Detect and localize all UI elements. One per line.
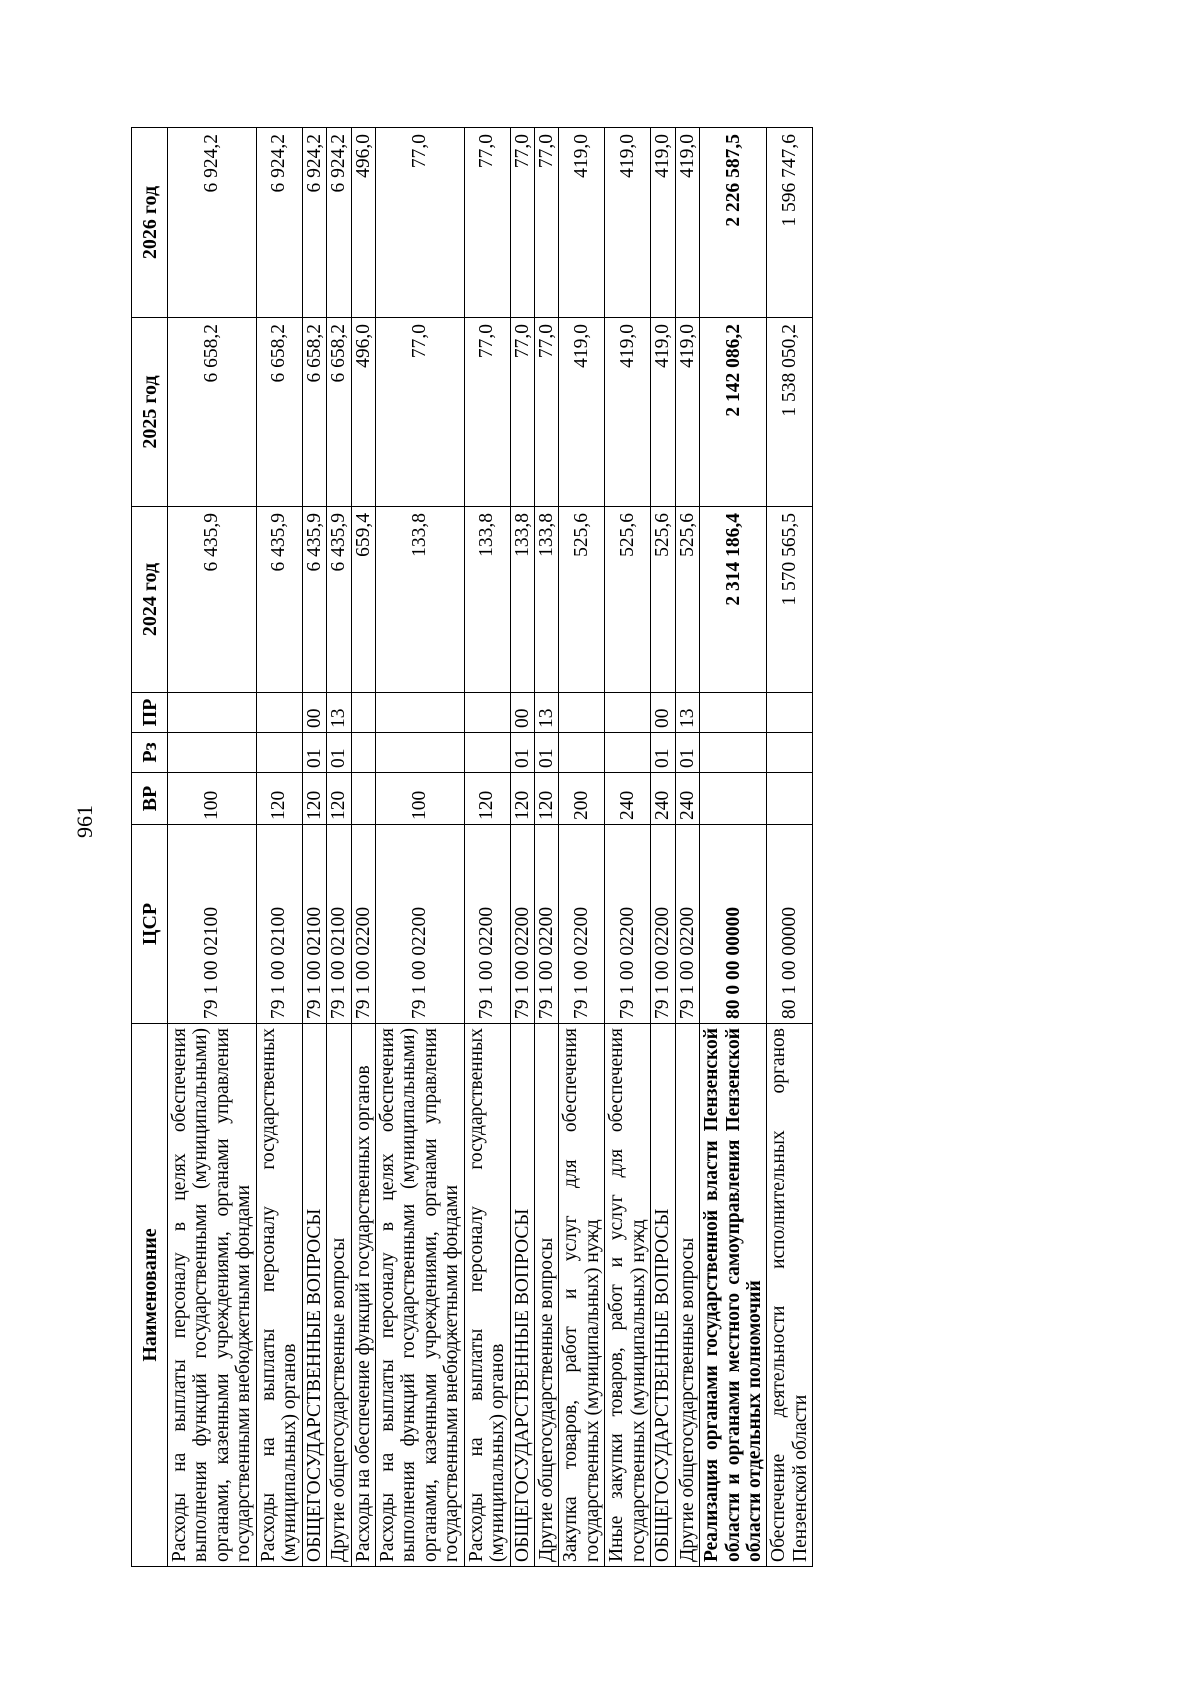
cell-vr: [700, 773, 767, 825]
table-body: [168, 128, 813, 1567]
cell-2024: 2 314 186,4: [700, 507, 767, 693]
cell-name: ОБЩЕГОСУДАРСТВЕННЫЕ ВОПРОСЫ: [510, 1024, 534, 1567]
cell-2026: 419,0: [559, 128, 605, 318]
cell-2024: 525,6: [651, 507, 675, 693]
table-row: [351, 128, 375, 1567]
cell-pr: 00: [302, 693, 326, 733]
cell-pr: 00: [651, 693, 675, 733]
table-row: [535, 128, 559, 1567]
cell-pr: 13: [327, 693, 351, 733]
cell-csr: 79 1 00 02200: [605, 825, 651, 1024]
table-row: [168, 128, 257, 1567]
table-row: [327, 128, 351, 1567]
header-2025: 2025 год: [132, 318, 168, 507]
rotated-table-container: [131, 128, 1071, 1567]
cell-rz: [767, 733, 813, 773]
cell-rz: [351, 733, 375, 773]
cell-pr: 00: [510, 693, 534, 733]
table-row: [767, 128, 813, 1567]
cell-name: Другие общегосударственные вопросы: [535, 1024, 559, 1567]
cell-2024: 6 435,9: [302, 507, 326, 693]
table-row: [464, 128, 510, 1567]
cell-2025: 1 538 050,2: [767, 318, 813, 507]
cell-rz: 01: [302, 733, 326, 773]
cell-2026: 6 924,2: [256, 128, 302, 318]
cell-2025: 419,0: [559, 318, 605, 507]
cell-name: Иные закупки товаров, работ и услуг для обеспечения государственных (муниципальных) нужд: [605, 1024, 651, 1567]
cell-name: Закупка товаров, работ и услуг для обеспечения государственных (муниципальных) нужд: [559, 1024, 605, 1567]
table-row: [700, 128, 767, 1567]
cell-rz: 01: [535, 733, 559, 773]
cell-2026: 77,0: [464, 128, 510, 318]
cell-vr: 120: [510, 773, 534, 825]
cell-pr: [464, 693, 510, 733]
cell-csr: 80 0 00 00000: [700, 825, 767, 1024]
cell-name: Расходы на выплаты персоналу в целях обеспечения выполнения функций государственными (муниципальными) органами, казенными учреждениями, органами управления государственными внебюджетными фондами: [168, 1024, 257, 1567]
cell-pr: 13: [535, 693, 559, 733]
cell-name: Расходы на обеспечение функций государственных органов: [351, 1024, 375, 1567]
cell-2025: 6 658,2: [327, 318, 351, 507]
header-csr: ЦСР: [132, 825, 168, 1024]
table-row: [375, 128, 464, 1567]
header-name: Наименование: [132, 1024, 168, 1567]
cell-2026: 6 924,2: [168, 128, 257, 318]
cell-vr: 200: [559, 773, 605, 825]
cell-vr: 120: [256, 773, 302, 825]
cell-2025: 419,0: [675, 318, 699, 507]
cell-rz: 01: [675, 733, 699, 773]
cell-2025: 77,0: [464, 318, 510, 507]
cell-csr: 79 1 00 02100: [256, 825, 302, 1024]
header-pr: ПР: [132, 693, 168, 733]
cell-2026: 419,0: [675, 128, 699, 318]
cell-name: Расходы на выплаты персоналу государственных (муниципальных) органов: [464, 1024, 510, 1567]
cell-2025: 77,0: [375, 318, 464, 507]
cell-csr: 79 1 00 02200: [464, 825, 510, 1024]
cell-2024: 6 435,9: [168, 507, 257, 693]
cell-2024: 133,8: [510, 507, 534, 693]
cell-rz: [168, 733, 257, 773]
cell-2025: 419,0: [651, 318, 675, 507]
table-row: [675, 128, 699, 1567]
cell-csr: 79 1 00 02200: [651, 825, 675, 1024]
cell-2026: 496,0: [351, 128, 375, 318]
cell-2024: 6 435,9: [327, 507, 351, 693]
cell-pr: [559, 693, 605, 733]
cell-2025: 2 142 086,2: [700, 318, 767, 507]
cell-rz: 01: [651, 733, 675, 773]
cell-2024: 133,8: [464, 507, 510, 693]
cell-rz: [605, 733, 651, 773]
cell-vr: 100: [375, 773, 464, 825]
cell-2024: 1 570 565,5: [767, 507, 813, 693]
cell-csr: 79 1 00 02200: [375, 825, 464, 1024]
budget-table: [131, 127, 813, 1567]
cell-rz: [700, 733, 767, 773]
cell-rz: [375, 733, 464, 773]
cell-csr: 79 1 00 02200: [510, 825, 534, 1024]
cell-vr: 240: [651, 773, 675, 825]
header-2026: 2026 год: [132, 128, 168, 318]
table-row: [605, 128, 651, 1567]
cell-csr: 79 1 00 02200: [675, 825, 699, 1024]
header-rz: Рз: [132, 733, 168, 773]
cell-rz: [256, 733, 302, 773]
cell-vr: 240: [675, 773, 699, 825]
cell-rz: [464, 733, 510, 773]
cell-name: Другие общегосударственные вопросы: [327, 1024, 351, 1567]
cell-2024: 525,6: [559, 507, 605, 693]
header-vr: ВР: [132, 773, 168, 825]
cell-2026: 6 924,2: [327, 128, 351, 318]
cell-2026: 6 924,2: [302, 128, 326, 318]
table-row: [256, 128, 302, 1567]
cell-2024: 6 435,9: [256, 507, 302, 693]
cell-csr: 79 1 00 02200: [559, 825, 605, 1024]
cell-name: Обеспечение деятельности исполнительных органов Пензенской области: [767, 1024, 813, 1567]
cell-2026: 419,0: [605, 128, 651, 318]
table-row: [651, 128, 675, 1567]
cell-pr: [351, 693, 375, 733]
cell-2026: 77,0: [375, 128, 464, 318]
page-number: 961: [72, 805, 97, 838]
cell-2026: 1 596 747,6: [767, 128, 813, 318]
cell-rz: [559, 733, 605, 773]
cell-2025: 77,0: [535, 318, 559, 507]
table-row: [302, 128, 326, 1567]
cell-2026: 77,0: [510, 128, 534, 318]
cell-csr: 79 1 00 02100: [302, 825, 326, 1024]
cell-2025: 6 658,2: [302, 318, 326, 507]
cell-2025: 6 658,2: [168, 318, 257, 507]
cell-2026: 2 226 587,5: [700, 128, 767, 318]
cell-2024: 133,8: [375, 507, 464, 693]
cell-2024: 525,6: [605, 507, 651, 693]
cell-vr: [767, 773, 813, 825]
cell-name: Расходы на выплаты персоналу государственных (муниципальных) органов: [256, 1024, 302, 1567]
cell-vr: 120: [464, 773, 510, 825]
cell-2025: 6 658,2: [256, 318, 302, 507]
cell-vr: 240: [605, 773, 651, 825]
cell-pr: [375, 693, 464, 733]
cell-pr: [168, 693, 257, 733]
cell-name: Расходы на выплаты персоналу в целях обеспечения выполнения функций государственными (муниципальными) органами, казенными учреждениями, органами управления государственными внебюджетными фондами: [375, 1024, 464, 1567]
table-row: [559, 128, 605, 1567]
cell-vr: 120: [327, 773, 351, 825]
cell-csr: 80 1 00 00000: [767, 825, 813, 1024]
header-2024: 2024 год: [132, 507, 168, 693]
cell-2025: 419,0: [605, 318, 651, 507]
cell-csr: 79 1 00 02100: [168, 825, 257, 1024]
cell-2024: 525,6: [675, 507, 699, 693]
cell-pr: [700, 693, 767, 733]
cell-2026: 419,0: [651, 128, 675, 318]
cell-pr: [256, 693, 302, 733]
cell-pr: 13: [675, 693, 699, 733]
cell-csr: 79 1 00 02200: [535, 825, 559, 1024]
cell-vr: 120: [302, 773, 326, 825]
cell-name: Реализация органами государственной власти Пензенской области и органами местного самоуправления Пензенской области отдельных полномочий: [700, 1024, 767, 1567]
cell-vr: 120: [535, 773, 559, 825]
cell-vr: [351, 773, 375, 825]
cell-vr: 100: [168, 773, 257, 825]
cell-name: Другие общегосударственные вопросы: [675, 1024, 699, 1567]
cell-2024: 659,4: [351, 507, 375, 693]
cell-rz: 01: [510, 733, 534, 773]
table-header-row: [132, 128, 168, 1567]
cell-2024: 133,8: [535, 507, 559, 693]
cell-pr: [767, 693, 813, 733]
cell-2025: 77,0: [510, 318, 534, 507]
cell-rz: 01: [327, 733, 351, 773]
cell-csr: 79 1 00 02200: [351, 825, 375, 1024]
cell-pr: [605, 693, 651, 733]
cell-name: ОБЩЕГОСУДАРСТВЕННЫЕ ВОПРОСЫ: [651, 1024, 675, 1567]
table-row: [510, 128, 534, 1567]
cell-2025: 496,0: [351, 318, 375, 507]
cell-name: ОБЩЕГОСУДАРСТВЕННЫЕ ВОПРОСЫ: [302, 1024, 326, 1567]
cell-csr: 79 1 00 02100: [327, 825, 351, 1024]
cell-2026: 77,0: [535, 128, 559, 318]
